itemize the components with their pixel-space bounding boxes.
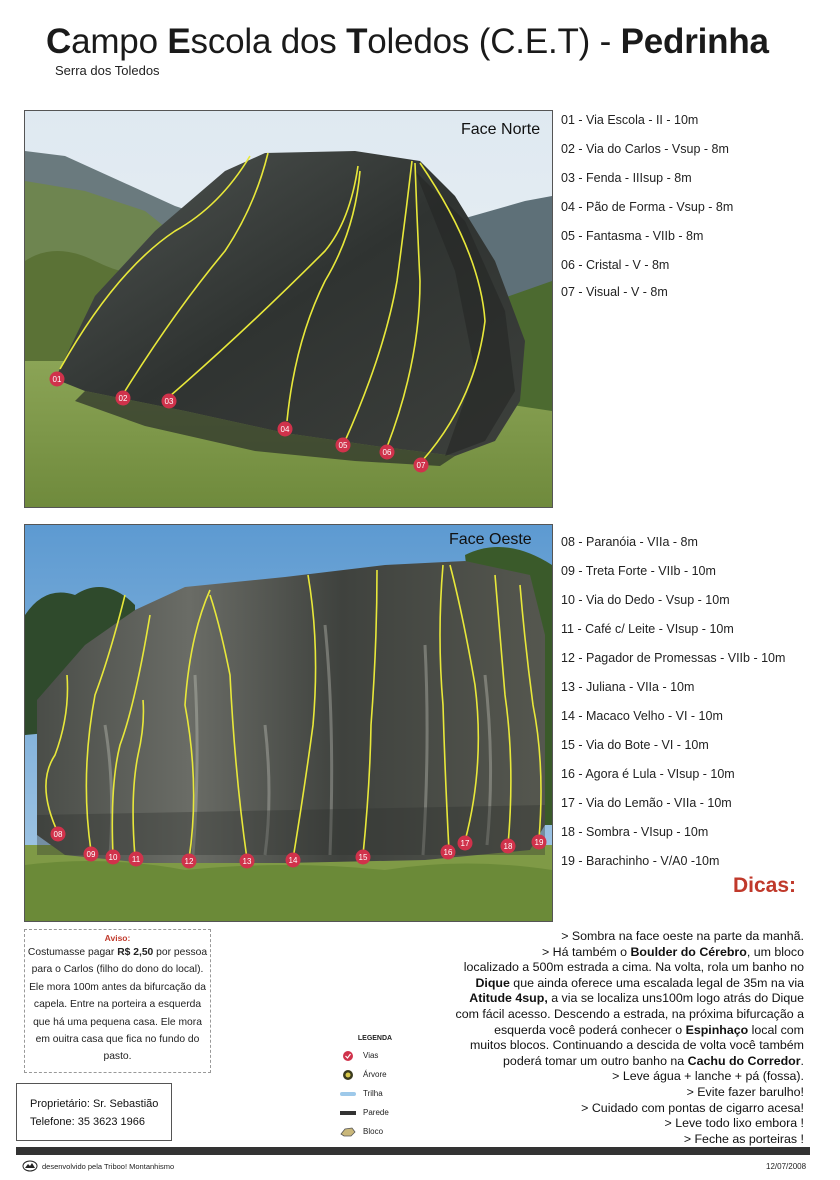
svg-text:18: 18 <box>503 842 513 851</box>
route-marker <box>129 852 144 867</box>
north-face-photo <box>24 110 553 508</box>
route-marker <box>356 850 371 865</box>
boulder-icon <box>340 1126 356 1138</box>
route-item: 17 - Via do Lemão - VIIa - 10m <box>561 796 732 810</box>
owner-name: Proprietário: Sr. Sebastião <box>30 1098 159 1110</box>
legend <box>340 1035 410 1141</box>
route-marker <box>84 847 99 862</box>
tips-title: Dicas: <box>733 874 797 897</box>
notice-text: Costumasse pagar R$ 2,50 por pessoa para o Carlos (filho do dono do local). Ele mora 100m antes da bifurcação da capela. Entre na porteira a esquerda que há uma pequena casa. Ele mora em ouitra casa que fica no fundo do pasto. <box>27 947 208 1063</box>
west-face-illustration <box>25 525 552 921</box>
route-marker <box>182 854 197 869</box>
route-marker <box>441 845 456 860</box>
svg-text:09: 09 <box>86 850 96 859</box>
route-item: 18 - Sombra - VIsup - 10m <box>561 825 709 839</box>
tree-icon <box>340 1069 356 1081</box>
route-marker <box>458 836 473 851</box>
route-item: 01 - Via Escola - II - 10m <box>561 113 699 127</box>
route-marker <box>336 438 351 453</box>
legend-item: Vias <box>340 1046 410 1065</box>
north-face-illustration <box>25 111 552 507</box>
route-item: 06 - Cristal - V - 8m <box>561 258 670 272</box>
svg-text:15: 15 <box>358 853 368 862</box>
route-item: 12 - Pagador de Promessas - VIIb - 10m <box>561 651 786 665</box>
svg-text:08: 08 <box>53 830 63 839</box>
footer-credit: desenvolvido pela Triboo! Montanhismo <box>42 1162 175 1171</box>
svg-text:11: 11 <box>131 855 141 864</box>
svg-text:10: 10 <box>108 853 118 862</box>
route-marker <box>106 850 121 865</box>
svg-text:16: 16 <box>443 848 453 857</box>
route-marker <box>278 422 293 437</box>
route-item: 08 - Paranóia - VIIa - 8m <box>561 535 698 549</box>
route-marker <box>532 835 547 850</box>
route-item: 14 - Macaco Velho - VI - 10m <box>561 709 723 723</box>
footer-bar <box>16 1147 810 1155</box>
legend-item: Parede <box>340 1103 410 1122</box>
wall-icon <box>340 1107 356 1119</box>
triboo-logo-icon <box>22 1159 38 1171</box>
route-item: 07 - Visual - V - 8m <box>561 285 668 299</box>
route-item: 19 - Barachinho - V/A0 -10m <box>561 854 720 868</box>
footer-date: 12/07/2008 <box>766 1162 807 1171</box>
route-item: 15 - Via do Bote - VI - 10m <box>561 738 709 752</box>
route-marker <box>50 372 65 387</box>
page-subtitle: Serra dos Toledos <box>55 63 160 78</box>
svg-text:04: 04 <box>280 425 290 434</box>
svg-text:02: 02 <box>118 394 128 403</box>
route-item: 16 - Agora é Lula - VIsup - 10m <box>561 767 735 781</box>
svg-text:13: 13 <box>242 857 252 866</box>
owner-phone: Telefone: 35 3623 1966 <box>30 1116 145 1128</box>
route-item: 03 - Fenda - IIIsup - 8m <box>561 171 692 185</box>
route-item: 11 - Café c/ Leite - VIsup - 10m <box>561 622 734 636</box>
svg-text:01: 01 <box>52 375 62 384</box>
route-item: 09 - Treta Forte - VIIb - 10m <box>561 564 716 578</box>
route-item: 02 - Via do Carlos - Vsup - 8m <box>561 142 729 156</box>
route-marker <box>380 445 395 460</box>
west-face-photo <box>24 524 553 922</box>
svg-text:06: 06 <box>382 448 392 457</box>
svg-text:19: 19 <box>534 838 544 847</box>
route-marker <box>286 853 301 868</box>
route-marker-icon <box>340 1050 356 1062</box>
svg-text:05: 05 <box>338 441 348 450</box>
route-marker <box>51 827 66 842</box>
svg-text:12: 12 <box>184 857 194 866</box>
svg-text:03: 03 <box>164 397 174 406</box>
notice-title: Aviso: <box>104 933 131 943</box>
route-item: 04 - Pão de Forma - Vsup - 8m <box>561 200 734 214</box>
route-marker <box>414 458 429 473</box>
svg-text:14: 14 <box>288 856 298 865</box>
route-item: 13 - Juliana - VIIa - 10m <box>561 680 695 694</box>
notice-box <box>24 929 211 1073</box>
route-marker <box>162 394 177 409</box>
legend-title: LEGENDA <box>357 1035 393 1042</box>
route-item: 10 - Via do Dedo - Vsup - 10m <box>561 593 730 607</box>
svg-text:07: 07 <box>416 461 426 470</box>
legend-item: Trilha <box>340 1084 410 1103</box>
tips-body: > Sombra na face oeste na parte da manhã. > Há também o Boulder do Cérebro, um bloco localizado a 500m estrada a cima. Na volta, rola um banho no Dique que ainda oferece uma escalada legal de 35m na via Atitude 4sup, a via se localiza uns100m logo atrás do Dique com fácil acesso. Descendo a estrada, na próxima bifurcação a esquerda você poderá conhecer o Espinhaço local com muitos blocos. Continuando a descida de volta você também poderá tomar um outro banho na Cachu do Corredor. > Leve água + lanche + pá (fossa). > Evite fazer barulho! > Cuidado com pontas de cigarro acesa! > Leve todo lixo embora ! > Feche as porteiras ! <box>455 929 804 1146</box>
route-marker <box>501 839 516 854</box>
west-face-label: Face Oeste <box>449 531 532 548</box>
page-title: Campo Escola dos Toledos (C.E.T) - Pedrinha <box>46 22 769 61</box>
route-item: 05 - Fantasma - VIIb - 8m <box>561 229 704 243</box>
north-face-label: Face Norte <box>461 121 541 138</box>
owner-box <box>16 1083 172 1141</box>
svg-text:17: 17 <box>460 839 470 848</box>
route-marker <box>240 854 255 869</box>
legend-item: Bloco <box>340 1122 410 1141</box>
route-marker <box>116 391 131 406</box>
trail-icon <box>340 1088 356 1100</box>
legend-item: Árvore <box>340 1065 410 1084</box>
